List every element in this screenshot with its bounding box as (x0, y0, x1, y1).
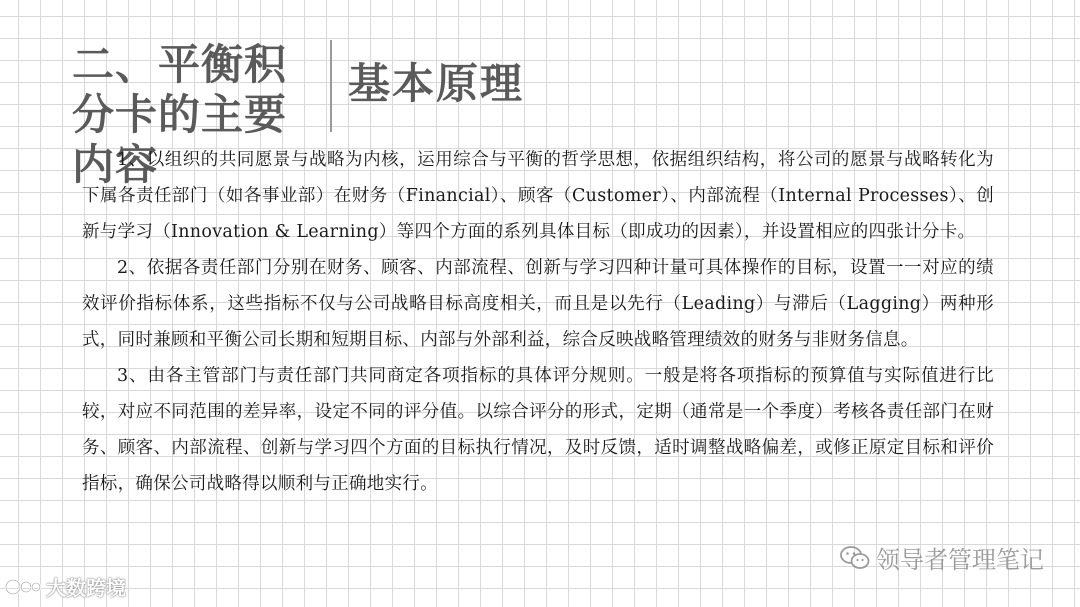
watermark-left (4, 572, 126, 601)
watermark-right (840, 540, 1044, 575)
watermark-left-text: 大数跨境 (46, 576, 126, 600)
paragraph-2: 2、依据各责任部门分别在财务、顾客、内部流程、创新与学习四种计量可具体操作的目标，设置一一对应的绩效评价指标体系，这些指标不仅与公司战略目标高度相关，而且是以先行（Leading）与滞后（Lagging）两种形式，同时兼顾和平衡公司长期和短期目标、内部与外部利益，综合反映战略管理绩效的财务与非财务信息。 (82, 258, 994, 350)
sub-title: 基本原理 (348, 59, 525, 108)
section-title: 二、平衡积分卡的主要内容 (72, 40, 288, 189)
wechat-icon (840, 545, 870, 571)
logo-icon (4, 574, 44, 600)
title-divider (330, 40, 332, 132)
paragraph-1: 1、以组织的共同愿景与战略为内核，运用综合与平衡的哲学思想，依据组织结构，将公司的愿景与战略转化为下属各责任部门（如各事业部）在财务（Financial）、顾客（Customer）、内部流程（Internal Processes）、创新与学习（Innovation & Learning）等四个方面的系列具体目标（即成功的因素），并设置相应的四张计分卡。 (82, 150, 994, 242)
body-text (82, 142, 994, 502)
paragraph-3: 3、由各主管部门与责任部门共同商定各项指标的具体评分规则。一般是将各项指标的预算值与实际值进行比较，对应不同范围的差异率，设定不同的评分值。以综合评分的形式，定期（通常是一个季度）考核各责任部门在财务、顾客、内部流程、创新与学习四个方面的目标执行情况，及时反馈，适时调整战略偏差，或修正原定目标和评价指标，确保公司战略得以顺利与正确地实行。 (82, 366, 994, 494)
watermark-right-text: 领导者管理笔记 (876, 546, 1044, 574)
